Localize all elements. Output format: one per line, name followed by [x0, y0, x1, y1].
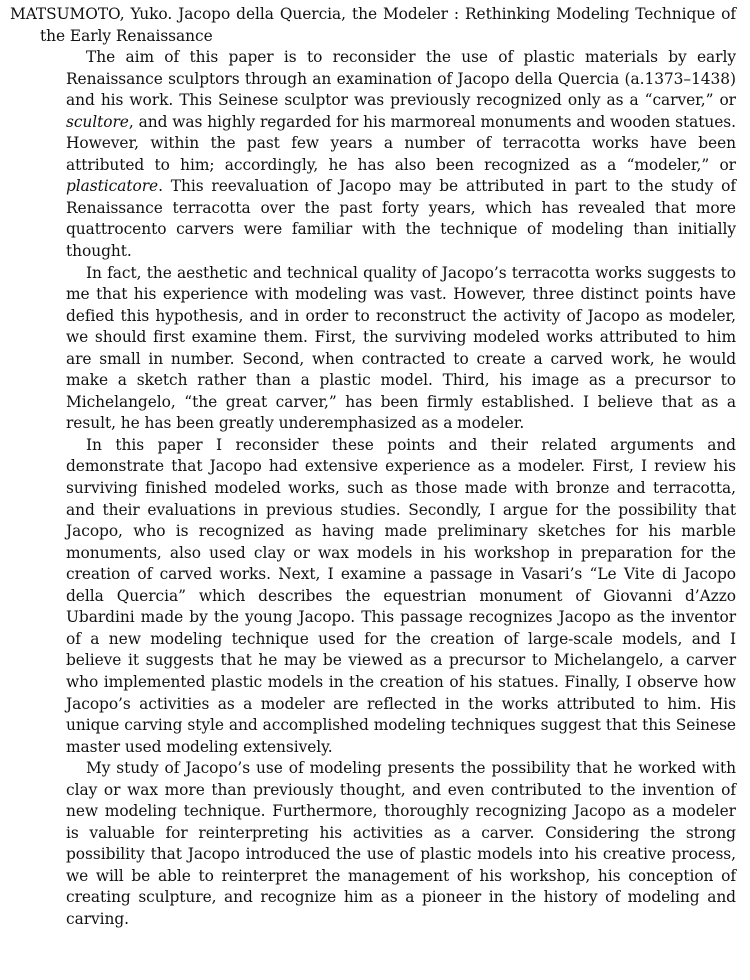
text-segment: In this paper I reconsider these points and their related arguments and demonstrate that Jacopo had extensive experience as a modeler. First, I review his surviving finished modeled works, such as those made with bronze and terracotta, and their evaluations in previous studies. Secondly, I argue for the possibility that Jacopo, who is recognized as having made preliminary sketches for his marble monuments, also used clay or wax models in his workshop in preparation for the creation of carved works. Next, I examine a passage in Vasari’s “Le Vite di Jacopo della Quercia” which describes the equestrian monument of Giovanni d’Azzo Ubardini made by the young Jacopo. This passage recognizes Jacopo as the inventor of a new modeling technique used for the creation of large-scale models, and I believe it suggests that he may be viewed as a precursor to Michelangelo, a carver who implemented plastic models in the creation of his statues. Finally, I observe how Jacopo’s activities as a modeler are reflected in the works attributed to him. His unique carving style and accomplished modeling techniques suggest that this Seinese master used modeling extensively. [66, 435, 736, 756]
abstract-paragraph-2 [40, 263, 736, 435]
abstract-paragraph-4 [40, 758, 736, 930]
text-segment: My study of Jacopo’s use of modeling presents the possibility that he worked with clay or wax more than previously thought, and even contributed to the invention of new modeling technique. Furthermore, thoroughly recognizing Jacopo as a modeler is valuable for reinterpreting his activities as a carver. Considering the strong possibility that Jacopo introduced the use of plastic models into his creative process, we will be able to reinterpret the management of his workshop, his conception of creating sculpture, and recognize him as a pioneer in the history of modeling and carving. [66, 759, 736, 928]
text-segment: . This reevaluation of Jacopo may be attributed in part to the study of Renaissance terracotta over the past forty years, which has revealed that more quattrocento carvers were familiar with the technique of modeling than initially thought. [66, 177, 736, 261]
italic-term: scultore [66, 112, 129, 131]
abstract-heading [10, 4, 736, 47]
text-segment: In fact, the aesthetic and technical quality of Jacopo’s terracotta works suggests to me that his experience with modeling was vast. However, three distinct points have defied this hypothesis, and in order to reconstruct the activity of Jacopo as modeler, we should first examine them. First, the surviving modeled works attributed to him are small in number. Second, when contracted to create a carved work, he would make a sketch rather than a plastic model. Third, his image as a precursor to Michelangelo, “the great carver,” has been firmly established. I believe that as a result, he has been greatly underemphasized as a modeler. [66, 263, 736, 433]
paper-title: Jacopo della Quercia, the Modeler : Rethinking Modeling Technique of the Early Renaissance [40, 5, 736, 45]
abstract-paragraph-3 [40, 435, 736, 758]
author-name: MATSUMOTO, Yuko. [10, 5, 173, 23]
text-segment: The aim of this paper is to reconsider the use of plastic materials by early Renaissance sculptors through an examination of Jacopo della Quercia (a.1373–1438) and his work. This Seinese sculptor was previously recognized only as a “carver,” or [66, 48, 736, 110]
abstract-paragraph-1 [40, 47, 736, 262]
italic-term: plasticatore [66, 177, 159, 196]
text-segment: , and was highly regarded for his marmoreal monuments and wooden statues. However, within the past few years a number of terracotta works have been attributed to him; accordingly, he has also been recognized as a “modeler,” or [66, 112, 736, 174]
